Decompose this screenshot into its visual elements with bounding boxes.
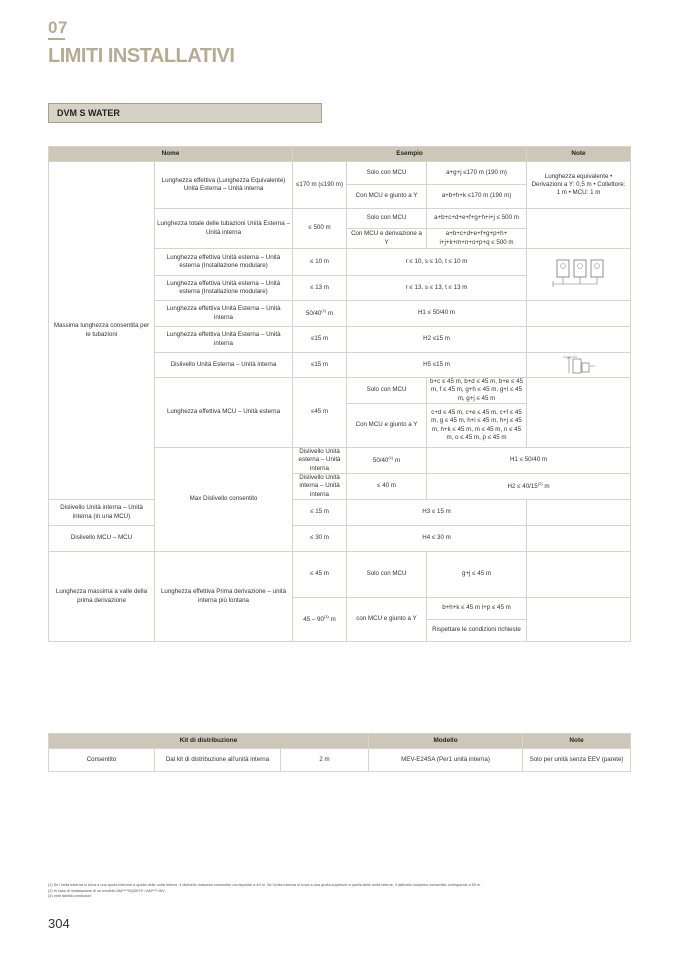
row-name: Dislivello Unità interna – Unità interna (in una MCU) [49, 500, 155, 526]
row-name: Dislivello Unità Esterna – Unità interna [155, 353, 293, 378]
page-title: LIMITI INSTALLATIVI [48, 45, 235, 67]
row-formula: b+h+k ≤ 45 m l+p ≤ 45 m [427, 598, 527, 620]
table-row [49, 749, 631, 772]
row-note: Lunghezza equivalente • Derivazioni a Y: 0,5 m • Collettore: 1 m • MCU: 1 m [527, 162, 631, 209]
header-model: Modello [369, 734, 523, 749]
chapter-underline [48, 38, 65, 40]
row-formula: a+b+c+d+e+f+g+h+i+j ≤ 500 m [427, 209, 527, 229]
footnote: (3) vedi tabella condizioni [48, 894, 91, 898]
row-name: Lunghezza effettiva Unità esterna – Unità esterna (Installazione modulare) [155, 276, 293, 301]
row-value: ≤15 m [293, 327, 347, 353]
row-note-empty [527, 301, 631, 327]
row-name: Dislivello Unità esterna – Unità interna [293, 448, 347, 474]
row-formula: a+b+c+d+e+f+g+p+h+ i+j+k+m+n+o+p+q ≤ 500 m [427, 229, 527, 249]
header-name: Nome [49, 147, 293, 162]
row-note-empty [527, 500, 631, 526]
row-condition: Con MCU e giunto a Y [347, 404, 427, 448]
table-row [49, 162, 631, 185]
table-header-row [49, 734, 631, 749]
page-number: 304 [48, 916, 70, 931]
chapter-number: 07 [48, 18, 68, 37]
row-note-empty [527, 209, 631, 249]
row-name: Lunghezza effettiva Unità Esterna – Unità interna [155, 301, 293, 327]
row-name: Lunghezza effettiva Unità Esterna – Unità interna [155, 327, 293, 353]
row-condition: con MCU e giunto a Y [347, 598, 427, 642]
row-value: 50/40$^{(1)}$ m [347, 448, 427, 474]
kit-model: MEV-E24SA (Per1 unità interna) [369, 749, 523, 772]
kit-length: 2 m [281, 749, 369, 772]
footnote: (1) Se l'unità esterna si trova a una quota inferiore a quella delle unità interne, il dislivello massimo consentito corrisponde a 40 m. Se l'unità esterna si trova a una quota superiore a quella delle unità interne, il dislivello massimo consentito corrisponde a 50 m. [48, 883, 482, 887]
row-note-empty [527, 552, 631, 598]
header-notes: Note [527, 147, 631, 162]
group-first-branch: Lunghezza massima a valle della prima derivazione [49, 552, 155, 642]
row-condition: Solo con MCU [347, 209, 427, 229]
row-name: Dislivello MCU – MCU [49, 526, 155, 552]
row-formula: Rispettare le condizioni richieste [427, 620, 527, 642]
row-value: ≤ 15 m [293, 500, 347, 526]
row-value: ≤ 45 m [293, 552, 347, 598]
row-name: Lunghezza effettiva (Lunghezza Equivalente) Unità Esterna – Unità interna [155, 162, 293, 209]
kit-label: Consentito [49, 749, 155, 772]
row-formula: a+b+h+k ≤170 m (190 m) [427, 185, 527, 209]
footnotes [48, 883, 481, 900]
kit-note: Solo per unità senza EEV (parete) [523, 749, 631, 772]
header-kit: Kit di distribuzione [49, 734, 369, 749]
row-name: Dislivello Unità interna – Unità interna [293, 474, 347, 500]
row-condition: Solo con MCU [347, 552, 427, 598]
row-value: ≤ 500 m [293, 209, 347, 249]
row-value: ≤ 30 m [293, 526, 347, 552]
modular-outdoor-units-diagram-icon [527, 249, 631, 301]
group-pipe-length: Massima lunghezza consentita per le tubazioni [49, 162, 155, 500]
row-formula: H5 ≤15 m [347, 353, 527, 378]
row-value: 50/40$^{(1)}$ m [293, 301, 347, 327]
installation-limits-table [48, 146, 631, 642]
row-condition: Con MCU e giunto a Y [347, 185, 427, 209]
section-label: DVM S WATER [57, 108, 120, 118]
row-value: ≤170 m (≤190 m) [293, 162, 347, 209]
row-name: Lunghezza effettiva Unità esterna – Unità esterna (Installazione modulare) [155, 249, 293, 276]
row-note-empty [527, 598, 631, 642]
row-value: 45 – 90$^{(3)}$ m [293, 598, 347, 642]
row-value: ≤ 40 m [347, 474, 427, 500]
row-formula: H3 ≤ 15 m [347, 500, 527, 526]
kit-description: Dal kit di distribuzione all'unità interna [155, 749, 281, 772]
row-value: ≤15 m [293, 353, 347, 378]
row-name: Lunghezza totale delle tubazioni Unità Esterna – Unità interna [155, 209, 293, 249]
header-example: Esempio [293, 147, 527, 162]
row-formula: H2 ≤15 m [347, 327, 527, 353]
row-formula: H1 ≤ 50/40 m [427, 448, 631, 474]
row-value: ≤45 m [293, 378, 347, 448]
row-value: ≤ 13 m [293, 276, 347, 301]
row-condition: Solo con MCU [347, 378, 427, 404]
row-value: ≤ 10 m [293, 249, 347, 276]
row-condition: Solo con MCU [347, 162, 427, 185]
row-condition: Con MCU e derivazione a Y [347, 229, 427, 249]
height-difference-diagram-icon [527, 353, 631, 378]
row-formula: b+c ≤ 45 m, b+d ≤ 45 m, b+e ≤ 45 m, f ≤ 45 m, g+h ≤ 45 m, g+i ≤ 45 m, g+j ≤ 45 m [427, 378, 527, 404]
row-formula: r ≤ 13, s ≤ 13, t ≤ 13 m [347, 276, 527, 301]
row-note-empty [527, 327, 631, 353]
row-name: Lunghezza effettiva Prima derivazione – unità interna più lontana [155, 552, 293, 642]
row-formula: r ≤ 10, s ≤ 10, t ≤ 10 m [347, 249, 527, 276]
row-formula: a+g+j ≤170 m (190 m) [427, 162, 527, 185]
row-formula: H1 ≤ 50/40 m [347, 301, 527, 327]
table-header-row [49, 147, 631, 162]
row-formula: g+j ≤ 45 m [427, 552, 527, 598]
distribution-kit-table [48, 733, 631, 772]
table-row [49, 552, 631, 598]
group-max-height: Max Dislivello consentito [155, 448, 293, 552]
table-row [49, 526, 631, 552]
row-formula: $H2 \le 40/15^{(2)}$ m [427, 474, 631, 500]
row-note-empty [527, 526, 631, 552]
table-row [49, 500, 631, 526]
row-formula: H4 ≤ 30 m [347, 526, 527, 552]
header-notes: Note [523, 734, 631, 749]
footnote: (2) In caso di installazione di un modello AM****NQDEH* / AM****JNV [48, 888, 165, 893]
row-formula: c+d ≤ 45 m, c+e ≤ 45 m, c+f ≤ 45 m, g ≤ 45 m, h+i ≤ 45 m, h+j ≤ 45 m, h+k ≤ 45 m, m ≤ 45 m, n ≤ 45 m, o ≤ 45 m, p ≤ 45 m [427, 404, 527, 448]
section-label-box [48, 103, 322, 123]
row-note-empty [527, 378, 631, 448]
row-name: Lunghezza effettiva MCU – Unità esterna [155, 378, 293, 448]
